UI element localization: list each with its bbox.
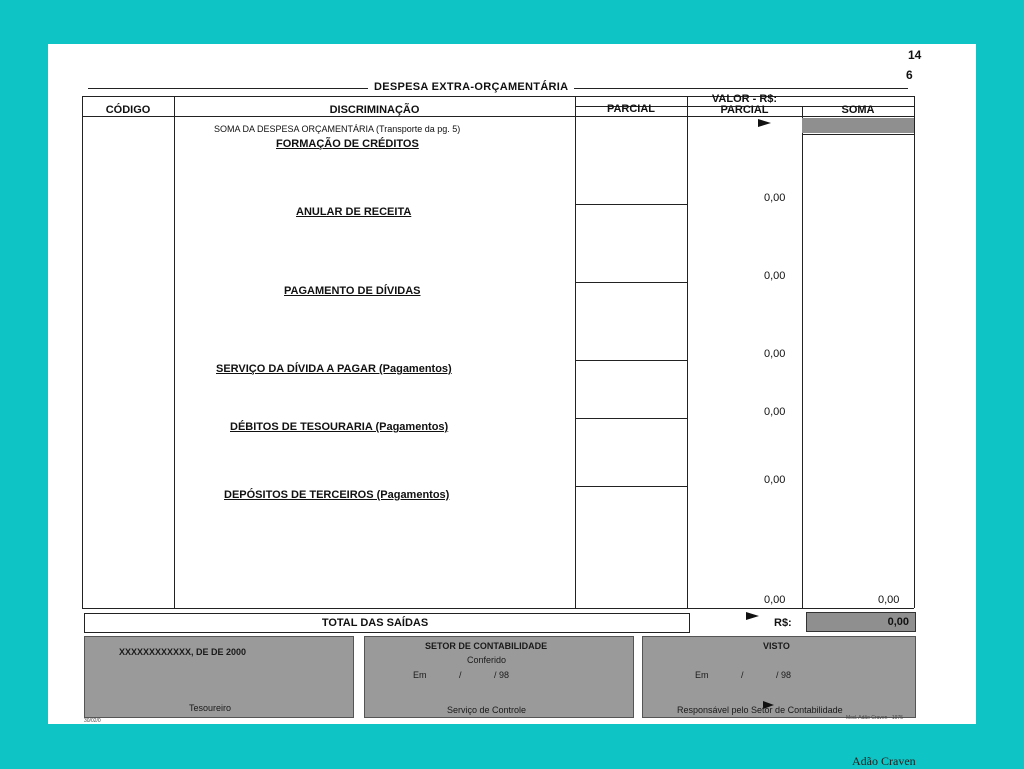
header-soma: SOMA <box>841 104 875 116</box>
section-pagamento-dividas: PAGAMENTO DE DÍVIDAS <box>284 285 421 297</box>
bottom-parcial-value: 0,00 <box>764 594 786 606</box>
approval-role: Responsável pelo Setor de Contabilidade <box>677 705 843 715</box>
page-number-secondary: 6 <box>906 68 913 82</box>
approval-box <box>642 636 916 718</box>
section-depositos-terceiros: DEPÓSITOS DE TERCEIROS (Pagamentos) <box>224 489 450 501</box>
header-valor-parcial: PARCIAL <box>720 104 769 116</box>
form-title: DESPESA EXTRA-ORÇAMENTÁRIA <box>368 81 574 93</box>
soma-transport-cell <box>802 118 914 133</box>
author-credit: Adão Craven <box>852 754 916 768</box>
treasurer-box <box>84 636 354 718</box>
approval-date-line: Em / / 98 <box>695 670 792 680</box>
accounting-role: Serviço de Controle <box>447 705 527 715</box>
header-discriminacao: DISCRIMINAÇÃO <box>329 104 420 116</box>
value-debitos-tesouraria: 0,00 <box>764 474 786 486</box>
value-formacao-creditos: 0,00 <box>764 192 786 204</box>
section-debitos-tesouraria: DÉBITOS DE TESOURARIA (Pagamentos) <box>230 421 449 433</box>
header-parcial: PARCIAL <box>606 103 656 115</box>
total-currency: R$: <box>774 617 792 629</box>
value-pagamento-dividas: 0,00 <box>764 348 786 360</box>
approval-title: VISTO <box>763 641 790 651</box>
section-anular-receita: ANULAR DE RECEITA <box>296 206 412 218</box>
accounting-box <box>364 636 634 718</box>
total-value-cell <box>806 612 916 632</box>
fine-print-right: Mod. Adão Craven - 1975 <box>846 715 903 721</box>
total-value: 0,00 <box>887 616 909 628</box>
transport-arrow-icon <box>758 119 771 127</box>
page-number-primary: 14 <box>908 48 922 62</box>
form-sheet <box>48 44 976 724</box>
section-servico-divida: SERVIÇO DA DÍVIDA A PAGAR (Pagamentos) <box>216 363 452 375</box>
value-servico-divida: 0,00 <box>764 406 786 418</box>
transport-line: SOMA DA DESPESA ORÇAMENTÁRIA (Transporte da pg. 5) <box>214 124 461 134</box>
value-anular-receita: 0,00 <box>764 270 786 282</box>
section-formacao-creditos: FORMAÇÃO DE CRÉDITOS <box>276 138 419 150</box>
total-arrow-icon <box>746 612 759 620</box>
accounting-date-line: Em / / 98 <box>413 670 510 680</box>
total-row <box>84 613 690 633</box>
treasurer-date-line: XXXXXXXXXXXX, DE DE 2000 <box>119 647 247 657</box>
treasurer-role: Tesoureiro <box>189 703 232 713</box>
header-codigo: CÓDIGO <box>105 104 151 116</box>
accounting-title: SETOR DE CONTABILIDADE <box>425 641 548 651</box>
header-valor-rs: VALOR - R$: <box>711 93 778 105</box>
fine-print-left: 30/02/0 <box>84 718 101 724</box>
soma-value: 0,00 <box>878 594 900 606</box>
total-label: TOTAL DAS SAÍDAS <box>321 617 429 629</box>
accounting-checked: Conferido <box>467 655 507 665</box>
